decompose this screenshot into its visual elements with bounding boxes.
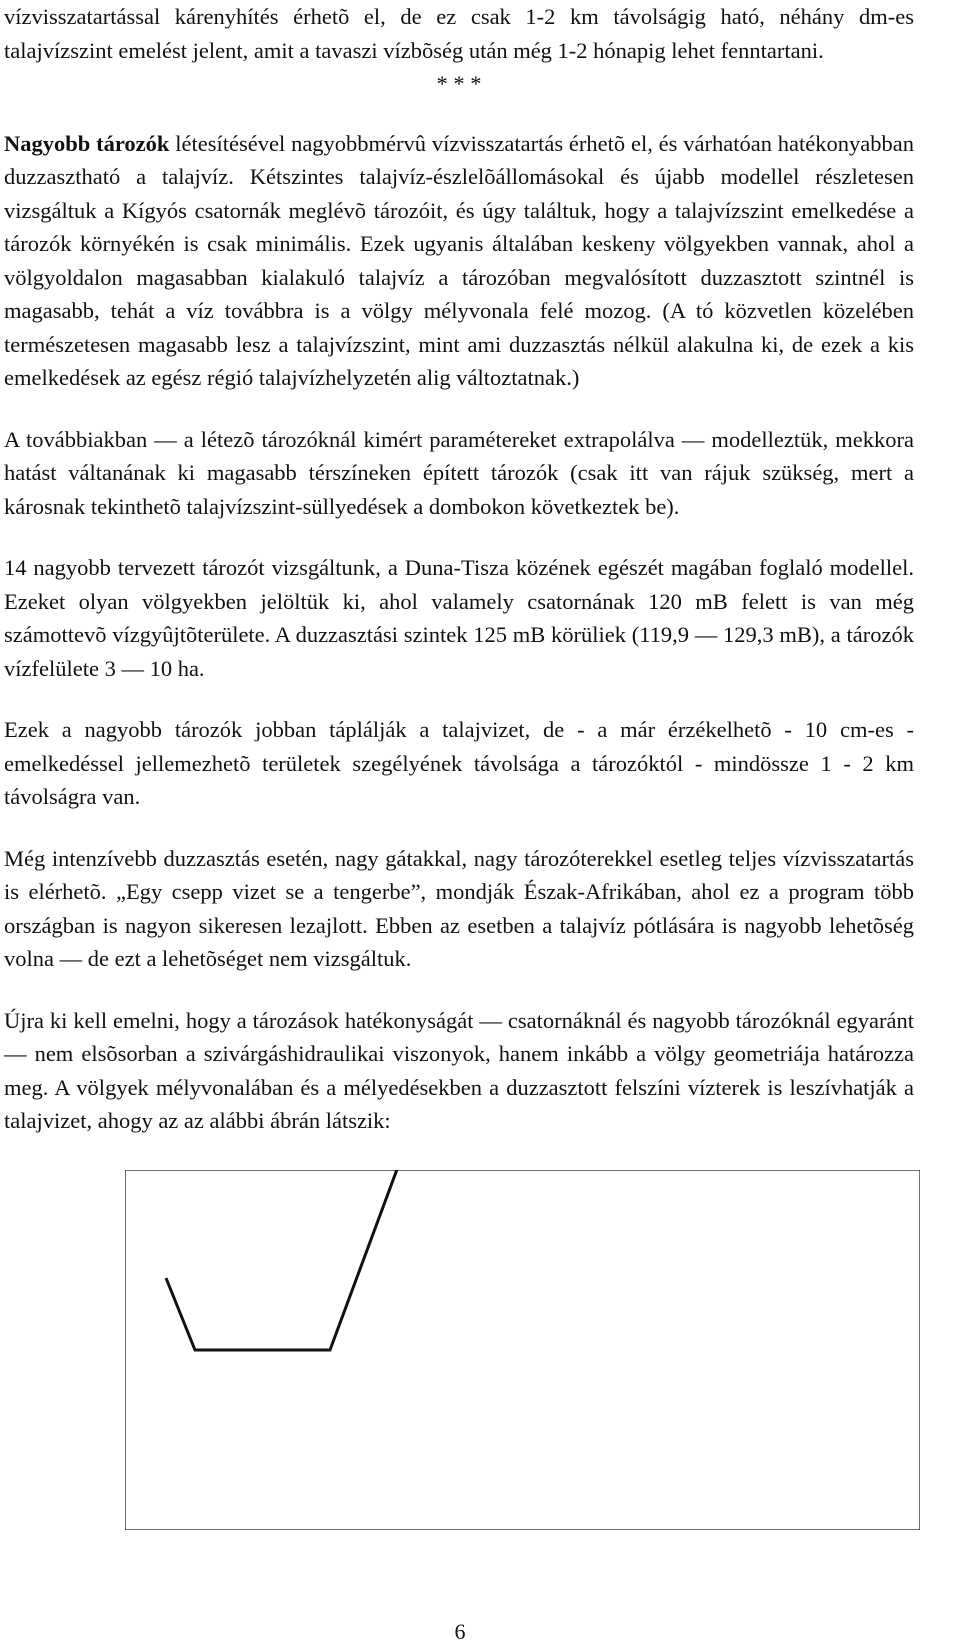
paragraph-large-reservoirs: [4, 127, 914, 395]
section-separator: * * *: [436, 71, 482, 96]
paragraph-modelling: A továbbiakban — a létezõ tározóknál kimért paramétereket extrapolálva — modelleztük, mekkora hatást váltanának ki magasabb térszíneken épített tározók (csak itt van rájuk szükség, mert a károsnak tekinthetõ talajvízszint-süllyedések a dombokon következtek be).: [4, 426, 914, 519]
paragraph-planned-reservoirs: 14 nagyobb tervezett tározót vizsgáltunk, a Duna-Tisza közének egészét magában foglaló modellel. Ezeket olyan völgyekben jelöltük ki, ahol valamely csatornának 120 mB felett is van még számottevõ vízgyûjtõterülete. A duzzasztási szintek 125 mB körüliek (119,9 — 129,3 mB), a tározók vízfelülete 3 — 10 ha.: [4, 555, 914, 681]
page-number: 6: [454, 1619, 466, 1644]
paragraph-valley-geometry: Újra ki kell emelni, hogy a tározások hatékonyságát — csatornáknál és nagyobb tározóknál egyaránt — nem elsõsorban a szivárgáshidraulikai viszonyok, hanem inkább a völgy geometriája határozza meg. A völgyek mélyvonalában és a mélyedésekben a duzzasztott felszíni vízterek is leszívhatják a talajvizet, ahogy az az alábbi ábrán látszik:: [4, 1007, 914, 1133]
paragraph-groundwater-feed: Ezek a nagyobb tározók jobban táplálják a talajvizet, de - a már érzékelhetõ - 10 cm-es - emelkedéssel jellemezhetõ területek szegélyének távolsága a tározóktól - mindössze 1 - 2 km távolságra van.: [4, 717, 914, 809]
paragraph-intensive-damming: Még intenzívebb duzzasztás esetén, nagy gátakkal, nagy tározóterekkel esetleg teljes vízvisszatartás is elérhetõ. „Egy csepp vizet se a tengerbe”, mondják Észak-Afrikában, ahol ez a program több országban is nagyon sikeresen lezajlott. Ebben az esetben a talajvíz pótlására is nagyobb lehetõség volna — de ezt a lehetõséget nem vizsgáltuk.: [4, 845, 914, 971]
document-page: [4, 0, 914, 1138]
paragraph-text: létesítésével nagyobbmérvû vízvisszatartás érhetõ el, és várhatóan hatékonyabban duzzasztható a talajvíz. Kétszintes talajvíz-észlelõállomásokal és újabb modellel részletesen vizsgáltuk a Kígyós csatornák meglévõ tározóit, és úgy találtuk, hogy a talajvízszint emelkedése a tározók környékén is csak minimális. Ezek ugyanis általában keskeny völgyekben vannak, ahol a völgyoldalon magasabban kialakuló talajvíz a tározóban megvalósított duzzasztott szintnél is magasabb, tehát a víz továbbra is a völgy mélyvonala felé mozog. (A tó közvetlen közelében természetesen magasabb lesz a talajvízszint, mint ami duzzasztás nélkül alakulna ki, de ezek a kis emelkedések az egész régió talajvízhelyzetén alig változtatnak.): [4, 130, 914, 390]
bold-term: Nagyobb tározók: [4, 130, 170, 156]
paragraph-intro: vízvisszatartással kárenyhítés érhetõ el, de ez csak 1-2 km távolságig ható, néhány dm-es talajvízszint emelést jelent, amit a tavaszi vízbõség után még 1-2 hónapig lehet fenntartani.: [4, 4, 914, 63]
valley-cross-section-figure: [125, 1170, 920, 1530]
